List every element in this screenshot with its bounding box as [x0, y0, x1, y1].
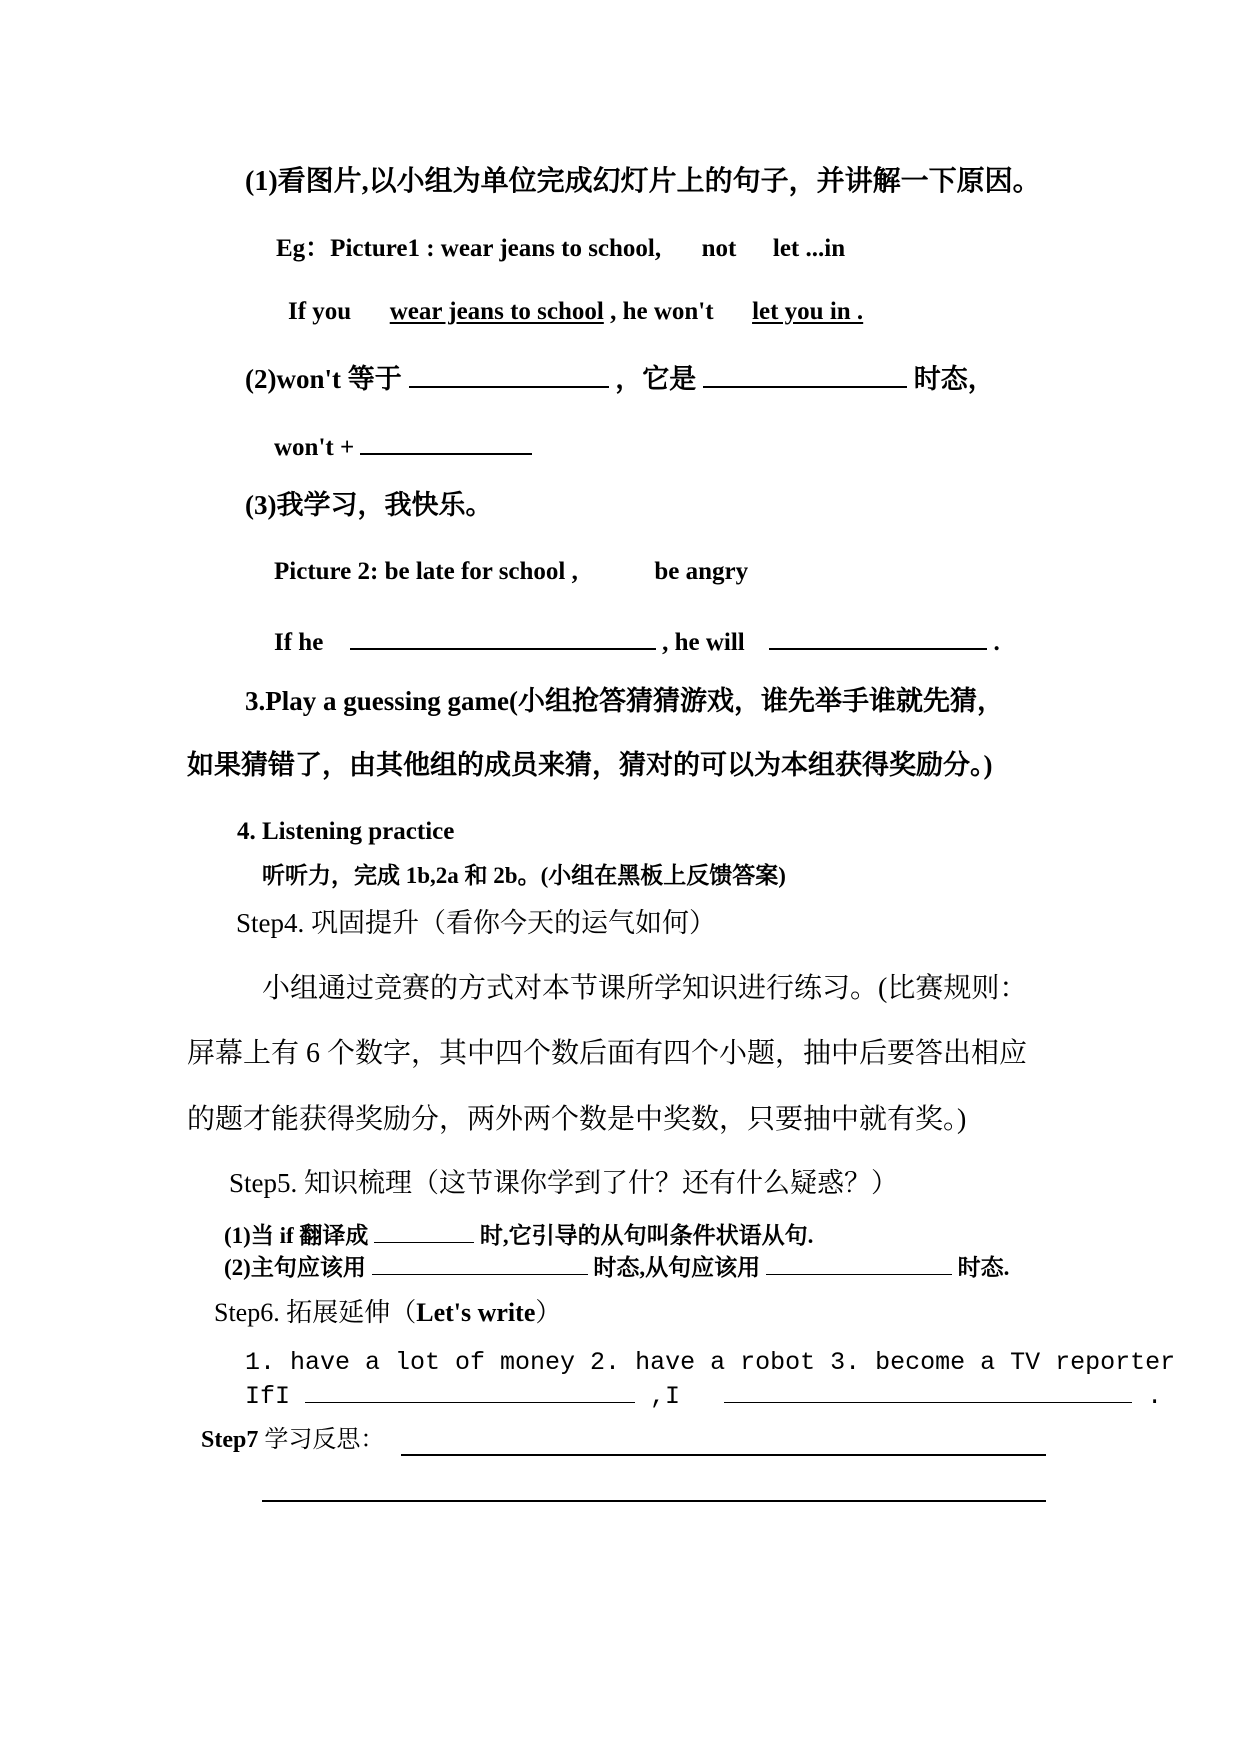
- step7-label-a: Step7: [201, 1427, 259, 1453]
- step6-title-c: ）: [535, 1298, 562, 1327]
- if-he-line: [274, 624, 1000, 655]
- q2-label-2: ，它是: [615, 364, 697, 394]
- step6-blank-1[interactable]: [305, 1380, 635, 1403]
- step6-i-label: ,I: [650, 1382, 681, 1411]
- q2-label-3: 时态，: [913, 364, 995, 394]
- step6-if-i-label: IfI: [245, 1382, 291, 1411]
- step6-options: 1. have a lot of money 2. have a robot 3. become a TV reporter: [245, 1348, 1176, 1377]
- game-line-2: 如果猜错了，由其他组的成员来猜，猜对的可以为本组获得奖励分。): [187, 750, 993, 780]
- step4-paragraph-1: 小组通过竞赛的方式对本节课所学知识进行练习。(比赛规则：: [262, 973, 1028, 1004]
- example-line: [276, 236, 845, 261]
- wont-plus-label: won't +: [274, 434, 355, 461]
- he-will-blank[interactable]: [769, 624, 987, 650]
- wont-plus-blank[interactable]: [360, 429, 532, 455]
- example-let: let ...in: [772, 235, 846, 262]
- step4-paragraph-3: 的题才能获得奖励分，两外两个数是中奖数，只要抽中就有奖。): [187, 1104, 967, 1135]
- q2-blank-2[interactable]: [703, 362, 907, 388]
- step5-q1: [224, 1220, 813, 1247]
- example-answer-line: [288, 299, 863, 324]
- step7-label-b: 学习反思：: [258, 1427, 385, 1453]
- picture2-cue-a: Picture 2: be late for school ,: [274, 558, 578, 585]
- step6-title-a: Step6. 拓展延伸（: [214, 1298, 417, 1327]
- step5-q2-blank-1[interactable]: [372, 1252, 588, 1275]
- game-line-1: 3.Play a guessing game(小组抢答猜猜游戏，谁先举手谁就先猜，: [245, 686, 1004, 716]
- step5-title: Step5. 知识梳理（这节课你学到了什？还有什么疑惑？）: [229, 1168, 899, 1198]
- he-will-label: , he will: [662, 629, 745, 656]
- step7-reflection-line-1[interactable]: [401, 1454, 1046, 1456]
- q2-blank-1[interactable]: [409, 362, 609, 388]
- picture2-line: [274, 559, 748, 584]
- q2-line-2: [274, 429, 532, 460]
- step5-q1-label-b: 时,它引导的从句叫条件状语从句.: [479, 1223, 814, 1248]
- example-not: not: [701, 235, 737, 262]
- step5-q1-blank[interactable]: [374, 1220, 474, 1243]
- step4-paragraph-2: 屏幕上有 6 个数字，其中四个数后面有四个小题，抽中后要答出相应: [187, 1038, 1028, 1069]
- step5-q2-label-a: (2)主句应该用: [224, 1255, 366, 1280]
- picture2-cue-b: be angry: [654, 558, 749, 585]
- step4-title: Step4. 巩固提升（看你今天的运气如何）: [236, 908, 717, 938]
- example-prefix: Eg：Picture1 : wear jeans to school,: [276, 235, 662, 262]
- step6-title: [214, 1300, 561, 1326]
- if-you-label: If you: [288, 298, 352, 325]
- step5-q2-label-b: 时态,从句应该用: [593, 1255, 761, 1280]
- filled-answer-2: let you in .: [752, 298, 864, 325]
- step5-q2-label-c: 时态.: [957, 1255, 1010, 1280]
- q2-line: [245, 362, 995, 393]
- he-wont-label: , he won't: [610, 298, 714, 325]
- step5-q2-blank-2[interactable]: [766, 1252, 952, 1275]
- step6-title-b: Let's write: [416, 1298, 536, 1327]
- q2-label-1: (2)won't 等于: [245, 364, 402, 394]
- step7-label: [201, 1428, 384, 1452]
- listening-desc: 听听力，完成 1b,2a 和 2b。(小组在黑板上反馈答案): [262, 863, 786, 888]
- step5-q2: [224, 1252, 1009, 1279]
- listening-title: 4. Listening practice: [237, 818, 455, 845]
- step7-reflection-line-2[interactable]: [262, 1500, 1046, 1502]
- step6-period: .: [1147, 1382, 1163, 1411]
- q3-instruction: (3)我学习，我快乐。: [245, 490, 493, 520]
- if-he-blank[interactable]: [350, 624, 656, 650]
- q1-instruction: (1)看图片,以小组为单位完成幻灯片上的句子，并讲解一下原因。: [245, 166, 1041, 197]
- step5-q1-label-a: (1)当 if 翻译成: [224, 1223, 369, 1248]
- step6-blank-2[interactable]: [724, 1380, 1132, 1403]
- filled-answer-1: wear jeans to school: [389, 298, 604, 325]
- step6-sentence: [245, 1380, 1162, 1409]
- period: .: [993, 629, 1000, 656]
- if-he-label: If he: [274, 629, 324, 656]
